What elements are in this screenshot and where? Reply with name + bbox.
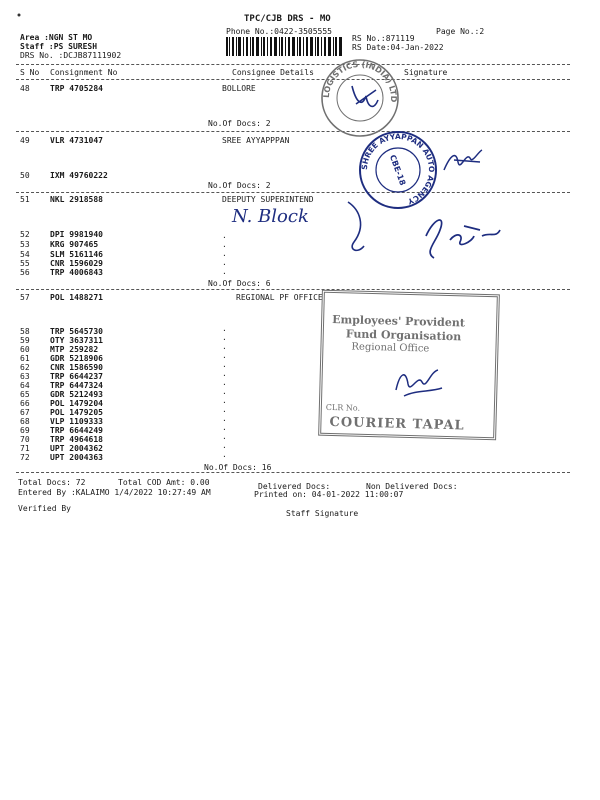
- col-sno: S No: [20, 68, 40, 77]
- agency-stamp-code: CBE-18: [387, 153, 408, 187]
- total-cod-amount: Total COD Amt: 0.00: [118, 478, 210, 487]
- row-sno: 55: [20, 259, 30, 268]
- group-rule: [16, 472, 570, 473]
- row-sno: 70: [20, 435, 30, 444]
- row-consignment-no: IXM 49760222: [50, 171, 108, 180]
- table-row: [16, 268, 576, 278]
- epfo-stamp-line2: Fund Organisation: [345, 327, 462, 344]
- drs-number: DRS No. :DCJB87111902: [20, 51, 122, 60]
- row-consignment-no: DPI 9981940: [50, 230, 103, 239]
- report-title: TPC/CJB DRS - MO: [244, 14, 331, 24]
- row-consignment-no: TRP 6644249: [50, 426, 103, 435]
- docs-count: No.Of Docs: 2: [208, 119, 271, 128]
- row-consignment-no: POL 1479204: [50, 399, 103, 408]
- docs-count: No.Of Docs: 16: [204, 463, 272, 472]
- row-sno: 71: [20, 444, 30, 453]
- row-consignment-no: TRP 4006843: [50, 268, 103, 277]
- row-consignment-no: MTP 259282: [50, 345, 99, 354]
- row-sno: 72: [20, 453, 30, 462]
- group-rule: [16, 289, 570, 290]
- row-sno: 52: [20, 230, 30, 239]
- row-sno: 61: [20, 354, 30, 363]
- group-rule: [16, 131, 570, 132]
- printed-on: Printed on: 04-01-2022 11:00:07: [254, 490, 404, 499]
- row-sno: 64: [20, 381, 30, 390]
- docs-count: No.Of Docs: 2: [208, 181, 271, 190]
- row-consignment-no: OTY 3637311: [50, 336, 103, 345]
- row-sno: 68: [20, 417, 30, 426]
- table-row: [16, 171, 576, 181]
- row-sno: 49: [20, 136, 30, 145]
- logistics-stamp-text: LOGISTICS (INDIA) LTD: [321, 59, 399, 103]
- row-sno: 67: [20, 408, 30, 417]
- row-consignment-no: UPT 2004363: [50, 453, 103, 462]
- epfo-stamp-footer: COURIER TAPAL: [329, 414, 465, 434]
- rs-date: RS Date:04-Jan-2022: [352, 43, 444, 52]
- row-sno: 65: [20, 390, 30, 399]
- row-sno: 48: [20, 84, 30, 93]
- agency-stamp-text: SHREE AYYAPPAN AUTO AGENCY: [359, 131, 437, 207]
- row-consignment-no: UPT 2004362: [50, 444, 103, 453]
- row-sno: 50: [20, 171, 30, 180]
- docs-count: No.Of Docs: 6: [208, 279, 271, 288]
- row-consignment-no: NKL 2918588: [50, 195, 103, 204]
- consignee-name: REGIONAL PF OFFICE: [236, 293, 323, 302]
- row-sno: 69: [20, 426, 30, 435]
- row-consignment-no: SLM 5161146: [50, 250, 103, 259]
- row-sno: 60: [20, 345, 30, 354]
- table-row: [16, 136, 576, 146]
- row-sno: 59: [20, 336, 30, 345]
- row-sno: 62: [20, 363, 30, 372]
- group-rule: [16, 192, 570, 193]
- receiver-signature: [440, 142, 486, 174]
- table-row: [16, 84, 576, 94]
- verified-by-label: Verified By: [18, 504, 71, 513]
- dot-column: · · · · ·: [222, 233, 227, 278]
- entered-by: Entered By :KALAIMO 1/4/2022 10:27:49 AM: [18, 488, 211, 497]
- row-consignment-no: TRP 6447324: [50, 381, 103, 390]
- epfo-signature: [390, 360, 450, 400]
- officer-signature: [340, 196, 510, 266]
- header-top-rule: [16, 64, 570, 65]
- row-sno: 51: [20, 195, 30, 204]
- row-sno: 53: [20, 240, 30, 249]
- row-consignment-no: TRP 5645730: [50, 327, 103, 336]
- total-docs: Total Docs: 72: [18, 478, 86, 487]
- row-sno: 63: [20, 372, 30, 381]
- col-signature: Signature: [404, 68, 448, 77]
- area-label: Area :NGN ST MO: [20, 33, 93, 42]
- barcode: [226, 37, 342, 56]
- consignee-name: DEEPUTY SUPERINTEND: [222, 195, 314, 204]
- row-consignment-no: TRP 6644237: [50, 372, 103, 381]
- row-consignment-no: GDR 5212493: [50, 390, 103, 399]
- staff-label: Staff :PS SURESH: [20, 42, 98, 51]
- page-number: Page No.:2: [436, 27, 485, 36]
- consignee-name: BOLLORE: [222, 84, 256, 93]
- row-consignment-no: VLP 1109333: [50, 417, 103, 426]
- row-sno: 54: [20, 250, 30, 259]
- epfo-stamp-line1: Employees' Provident: [331, 312, 466, 330]
- delivered-docs: Delivered Docs:: [258, 482, 331, 491]
- row-consignment-no: TRP 4705284: [50, 84, 103, 93]
- handwritten-name: N. Block: [232, 206, 309, 227]
- header-bottom-rule: [16, 79, 570, 80]
- row-consignment-no: POL 1479205: [50, 408, 103, 417]
- row-sno: 66: [20, 399, 30, 408]
- row-consignment-no: POL 1488271: [50, 293, 103, 302]
- svg-text:LOGISTICS (INDIA) LTD: [322, 60, 398, 103]
- row-consignment-no: CNR 1596029: [50, 259, 103, 268]
- row-sno: 58: [20, 327, 30, 336]
- col-consignment-no: Consignment No: [50, 68, 118, 77]
- epfo-stamp-code: CLR No.: [325, 402, 361, 413]
- staff-signature-label: Staff Signature: [286, 509, 359, 518]
- row-sno: 56: [20, 268, 30, 277]
- row-consignment-no: TRP 4964618: [50, 435, 103, 444]
- consignee-name: SREE AYYAPPPAN: [222, 136, 290, 145]
- row-sno: 57: [20, 293, 30, 302]
- non-delivered-docs: Non Delivered Docs:: [366, 482, 458, 491]
- col-consignee-details: Consignee Details: [232, 68, 314, 77]
- scan-speck: [16, 12, 22, 18]
- dot-column: · · · · · · · · · · · · · · ·: [222, 326, 227, 461]
- epfo-stamp-line3: Regional Office: [351, 341, 430, 355]
- row-consignment-no: VLR 4731047: [50, 136, 103, 145]
- row-consignment-no: CNR 1586590: [50, 363, 103, 372]
- row-consignment-no: GDR 5218906: [50, 354, 103, 363]
- rs-number: RS No.:871119: [352, 34, 415, 43]
- table-row: [16, 453, 576, 463]
- row-consignment-no: KRG 907465: [50, 240, 99, 249]
- phone-number: Phone No.:0422-3505555: [226, 27, 332, 36]
